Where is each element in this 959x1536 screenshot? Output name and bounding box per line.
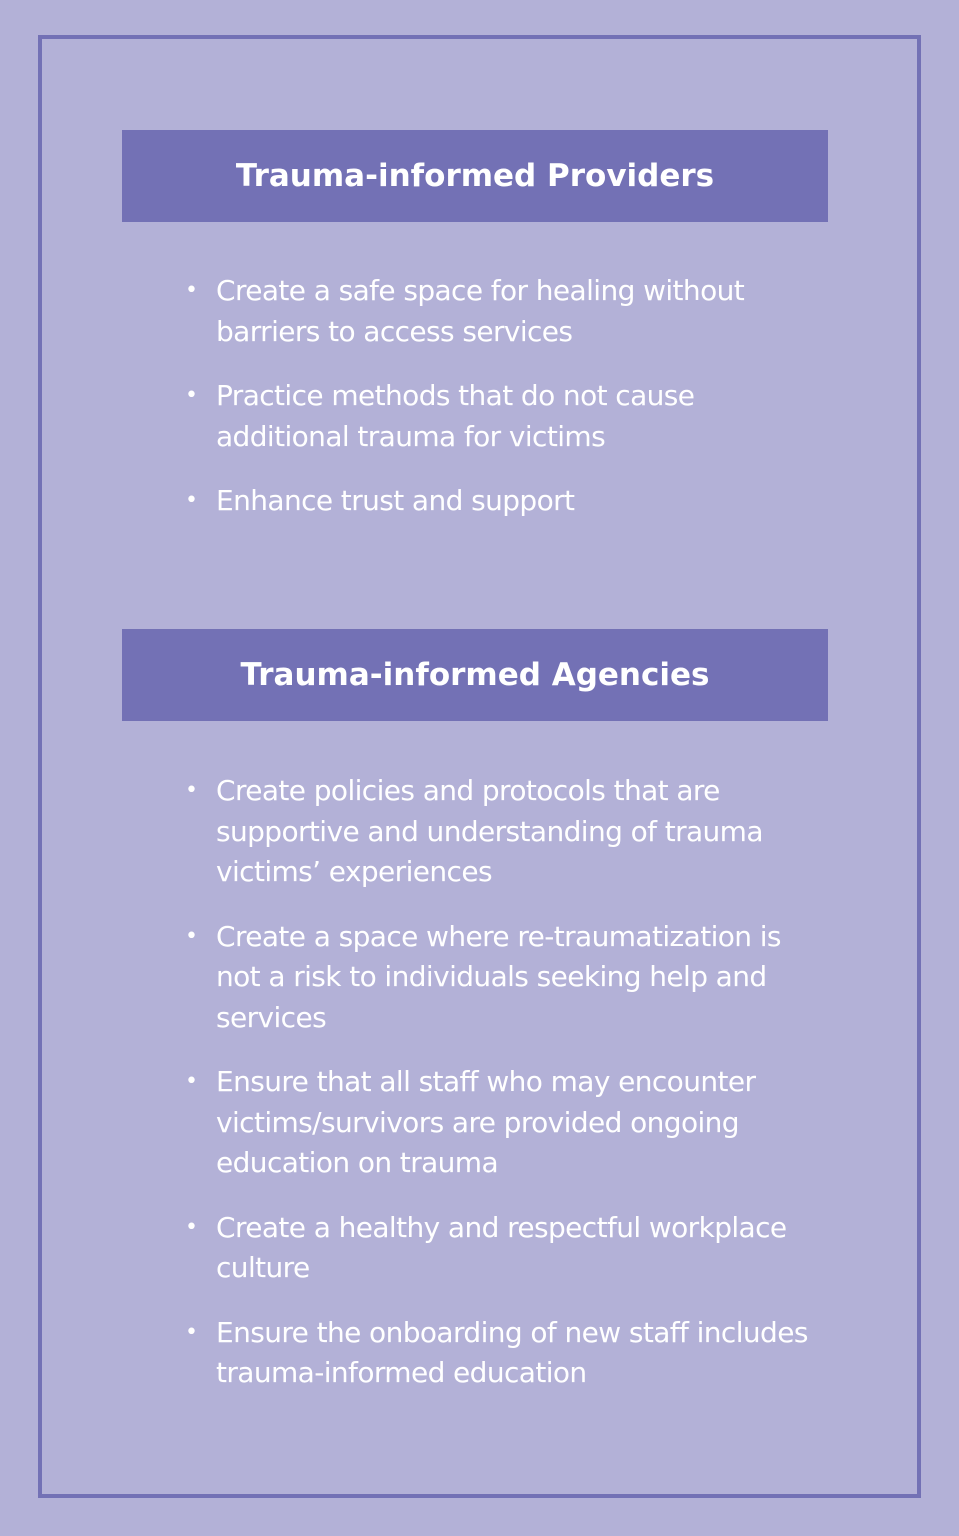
bullet-icon: • <box>185 383 198 408</box>
list-item <box>183 376 823 457</box>
bullet-icon: • <box>185 923 198 949</box>
list-item-text: Create policies and protocols that are supportive and understanding of trauma victims’ experiences <box>216 774 763 888</box>
bullet-icon: • <box>185 1069 198 1094</box>
list-item-text: Enhance trust and support <box>216 484 575 517</box>
list-item <box>183 271 823 352</box>
agencies-section-title <box>122 629 828 721</box>
list-item <box>183 917 823 1039</box>
bullet-icon: • <box>185 488 198 513</box>
bullet-icon: • <box>185 1319 198 1345</box>
list-item <box>183 481 823 522</box>
list-item-text: Create a space where re-traumatization is not a risk to individuals seeking help and services <box>216 919 781 1034</box>
list-item-text: Create a healthy and respectful workplace culture <box>216 1210 787 1284</box>
bullet-icon: • <box>185 278 198 303</box>
list-item <box>183 771 823 893</box>
list-item <box>183 1313 823 1394</box>
list-item-text: Ensure the onboarding of new staff includes trauma-informed education <box>216 1315 808 1389</box>
providers-bullet-list <box>183 271 823 546</box>
agencies-title-text: Trauma-informed Agencies <box>240 657 710 693</box>
bullet-icon: • <box>185 778 198 803</box>
providers-title-text: Trauma-informed Providers <box>235 158 715 194</box>
list-item <box>183 1208 823 1289</box>
agencies-bullet-list <box>183 771 823 1418</box>
list-item-text: Create a safe space for healing without barriers to access services <box>216 274 745 348</box>
list-item-text: Practice methods that do not cause additional trauma for victims <box>216 379 695 453</box>
bullet-icon: • <box>185 1214 198 1240</box>
providers-section-title <box>122 130 828 222</box>
list-item <box>183 1062 823 1184</box>
list-item-text: Ensure that all staff who may encounter victims/survivors are provided ongoing education on trauma <box>216 1065 756 1179</box>
